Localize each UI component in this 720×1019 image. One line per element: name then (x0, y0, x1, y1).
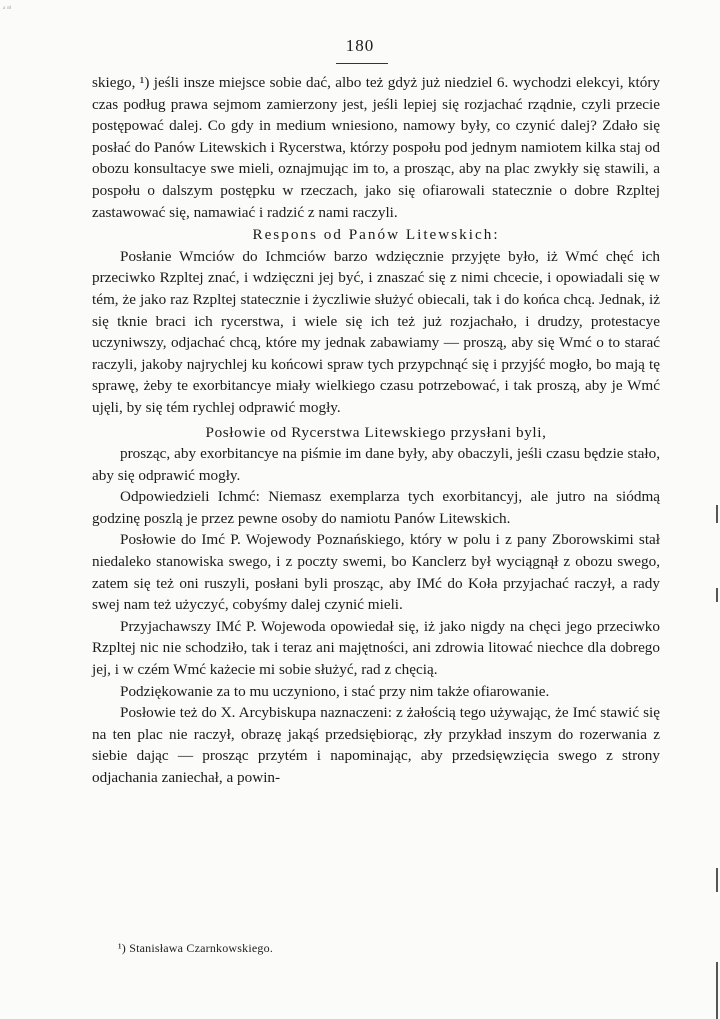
footnote: ¹) Stanisława Czarnkowskiego. (118, 941, 274, 955)
paragraph-arcybiskup: Posłowie też do X. Arcybiskupa naznaczeni: z żałością tego używając, że Imć stawić się na ten plac nie raczył, obrazę jakąś przedsiębiorąc, zły przykład inszym do rozerwania z siebie dając — prosząc przytém i napominając, aby przedsięwzięcia swego z strony odjachania zaniechał, a powin- (92, 704, 660, 786)
paragraph-opening: skiego, ¹) jeśli insze miejsce sobie dać, albo też gdyż już niedziel 6. wychodzi elekcyi, który czas podług prawa sejmom zamierzony jest, jeśli lepiej się rozjachać rządnie, czyli przecie postępować dalej. Co gdy in medium wniesiono, namowy były, co czynić dalej? Zdało się posłać do Panów Litewskich i Rycerstwa, którzy pospołu pod jednym namiotem kilka staj od obozu konsultacye swe mieli, oznajmując im to, a prosząc, aby na plac zwykły się stawili, a pospołu o dalszym postępku w rzeczach, jako się ofiarowali statecznie o dobre Rzpltej zastawować się, namawiać i radzić z nami raczyli. (92, 74, 660, 221)
corner-mark: ᵃ ⁿⁱ (3, 4, 12, 13)
paragraph-respons: Posłanie Wmciów do Ichmciów barzo wdzięcznie przyjęte było, iż Wmć chęć ich przeciwko Rzpltej znać, i wdzięczni jej być, i znaszać się z nimi chcecie, i opowiadali się w tém, że jako raz Rzpltej statecznie i życzliwie służyć obiecali, tak i do końca chcą. Jednak, iż się tknie braci ich rycerstwa, i wiele się ich też już rozjachało, i drudzy, protestacye uczyniwszy, odjachać chcą, które my jednak zabawiamy — proszą, aby się Wmć o to starać raczyli, jakoby najrychlej ku końcowi spraw tych przypchnąć się i przyjść mogło, bo mają tę sprawę, żeby te exorbitancye miały wielkiego czasu potrzebować, i tak proszą, aby je Wmć ujęli, by się tém rychlej odprawić mogły. (92, 247, 660, 416)
paragraph-odpowiedzieli: Odpowiedzieli Ichmć: Niemasz exemplarza tych exorbitancyj, ale jutro na siódmą godzinę poszlą je przez pewne osoby do namiotu Panów Litewskich. (92, 488, 660, 527)
page-number-rule (336, 63, 388, 64)
section-heading: Respons od Panów Litewskich: (252, 226, 500, 244)
paragraph-poslowie-wojewoda: Posłowie do Imć P. Wojewody Poznańskiego, który w polu i z pany Zborowskimi stał niedaleko stanowiska swego, i z poczty swemi, bo Kanclerz był wyciągnął z obozu swego, zatem się też oni ruszyli, posłani byli prosząc, aby IMć do Koła przyjachać raczył, a rady swej nam też użyczyć, cobyśmy dalej czynić mieli. (92, 531, 660, 614)
edge-mark (716, 868, 718, 892)
edge-mark (716, 505, 718, 523)
paragraph-przyjachawszy: Przyjachawszy IMć P. Wojewoda opowiedał się, iż jako nigdy na chęci jego przeciwko Rzpltej nic nie schodziło, tak i teraz ani majętności, ani zdrowia litować niechce dla dobrego jej, i w czém Wmć każecie mi sobie służyć, rad z chęcią. (92, 617, 660, 679)
edge-mark (716, 588, 718, 602)
paragraph-podziekowanie: Podziękowanie za to mu uczyniono, i stać przy nim także ofiarowanie. (120, 682, 550, 700)
body-text (92, 72, 660, 789)
paragraph-prosząc: prosząc, aby exorbitancye na piśmie im dane były, aby obaczyli, jeśli czasu będzie stało, aby się odprawić mogły. (92, 445, 660, 484)
subsection-heading: Posłowie od Rycerstwa Litewskiego przysłani byli, (205, 423, 547, 441)
edge-mark (716, 962, 718, 1019)
page-number: 180 (345, 36, 375, 55)
